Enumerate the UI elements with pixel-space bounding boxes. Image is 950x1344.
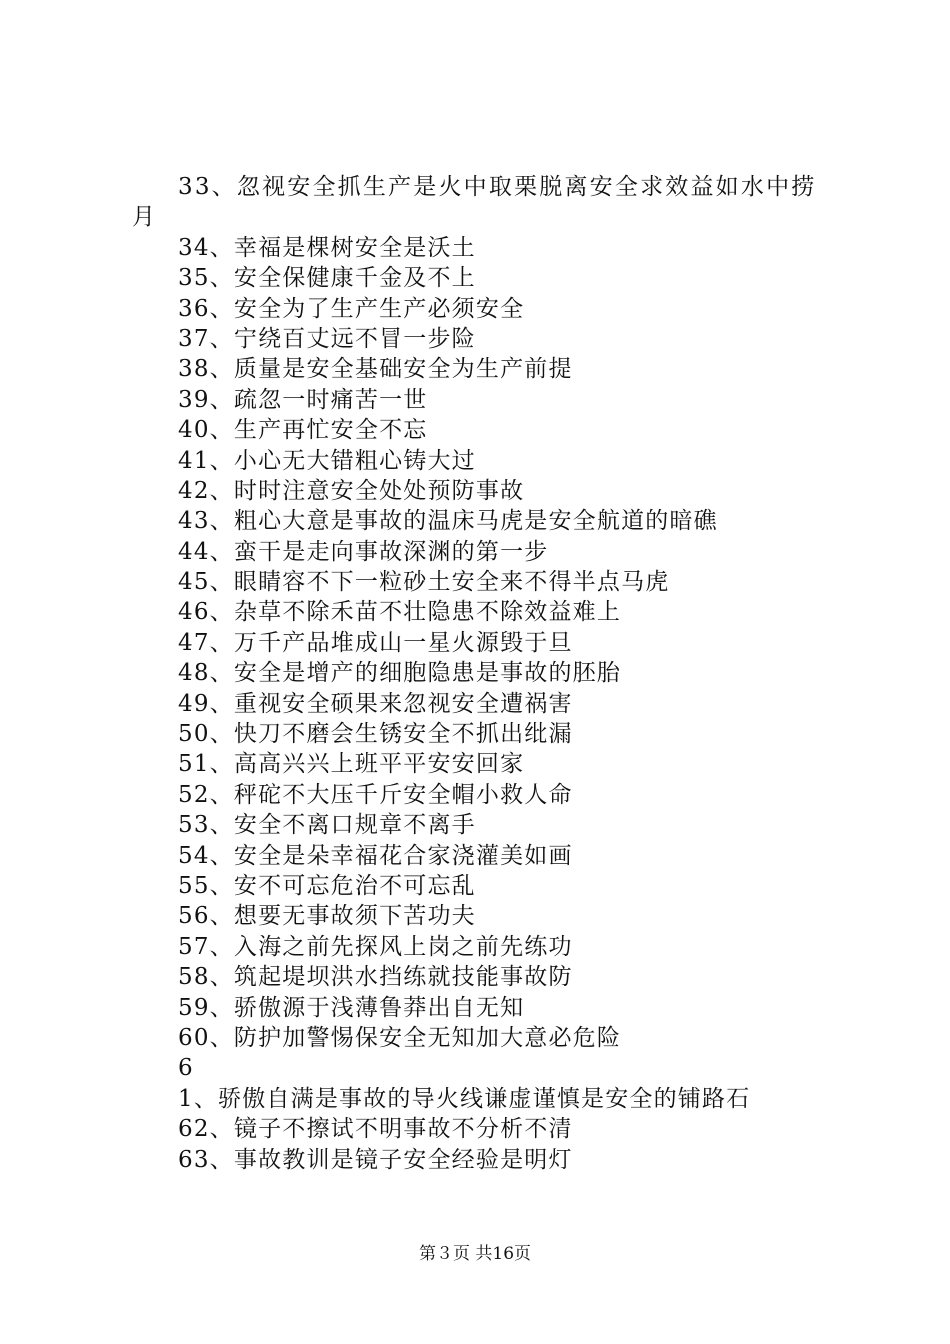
list-item: 37、宁绕百丈远不冒一步险 bbox=[178, 325, 476, 352]
list-item: 46、杂草不除禾苗不壮隐患不除效益难上 bbox=[178, 599, 622, 626]
list-item: 1、骄傲自满是事故的导火线谦虚谨慎是安全的铺路石 bbox=[178, 1085, 751, 1112]
list-item: 55、安不可忘危治不可忘乱 bbox=[178, 872, 476, 899]
list-item: 6 bbox=[178, 1055, 194, 1082]
list-item: 50、快刀不磨会生锈安全不抓出纰漏 bbox=[178, 721, 573, 748]
list-item: 45、眼睛容不下一粒砂土安全来不得半点马虎 bbox=[178, 569, 670, 596]
slogan-list bbox=[132, 172, 832, 1175]
list-item: 51、高高兴兴上班平平安安回家 bbox=[178, 751, 525, 778]
list-item: 54、安全是朵幸福花合家浇灌美如画 bbox=[178, 842, 573, 869]
list-item: 48、安全是增产的细胞隐患是事故的胚胎 bbox=[178, 660, 622, 687]
list-item: 40、生产再忙安全不忘 bbox=[178, 417, 428, 444]
list-item: 60、防护加警惕保安全无知加大意必危险 bbox=[178, 1024, 622, 1051]
list-item: 57、入海之前先探风上岗之前先练功 bbox=[178, 933, 573, 960]
list-item: 63、事故教训是镜子安全经验是明灯 bbox=[178, 1146, 573, 1173]
list-item: 39、疏忽一时痛苦一世 bbox=[178, 386, 428, 413]
list-item: 53、安全不离口规章不离手 bbox=[178, 812, 476, 839]
list-item: 59、骄傲源于浅薄鲁莽出自无知 bbox=[178, 994, 525, 1021]
list-item: 47、万千产品堆成山一星火源毁于旦 bbox=[178, 629, 573, 656]
list-item: 52、秤砣不大压千斤安全帽小救人命 bbox=[178, 781, 573, 808]
list-item-continuation: 月 bbox=[132, 204, 157, 231]
list-item: 44、蛮干是走向事故深渊的第一步 bbox=[178, 538, 549, 565]
list-item: 43、粗心大意是事故的温床马虎是安全航道的暗礁 bbox=[178, 508, 718, 535]
list-item: 42、时时注意安全处处预防事故 bbox=[178, 477, 525, 504]
page-number-footer: 第３页 共16页 bbox=[418, 1244, 532, 1264]
list-item: 36、安全为了生产生产必须安全 bbox=[178, 295, 525, 322]
list-item: 56、想要无事故须下苦功夫 bbox=[178, 903, 476, 930]
list-item: 34、幸福是棵树安全是沃土 bbox=[178, 234, 476, 261]
list-item: 58、筑起堤坝洪水挡练就技能事故防 bbox=[178, 964, 573, 991]
list-item: 35、安全保健康千金及不上 bbox=[178, 265, 476, 292]
list-item: 38、质量是安全基础安全为生产前提 bbox=[178, 356, 573, 383]
list-item: 62、镜子不擦试不明事故不分析不清 bbox=[178, 1116, 573, 1143]
list-item: 41、小心无大错粗心铸大过 bbox=[178, 447, 476, 474]
list-item: 33、忽视安全抓生产是火中取栗脱离安全求效益如水中捞 bbox=[178, 174, 817, 200]
list-item: 49、重视安全硕果来忽视安全遭祸害 bbox=[178, 690, 573, 717]
